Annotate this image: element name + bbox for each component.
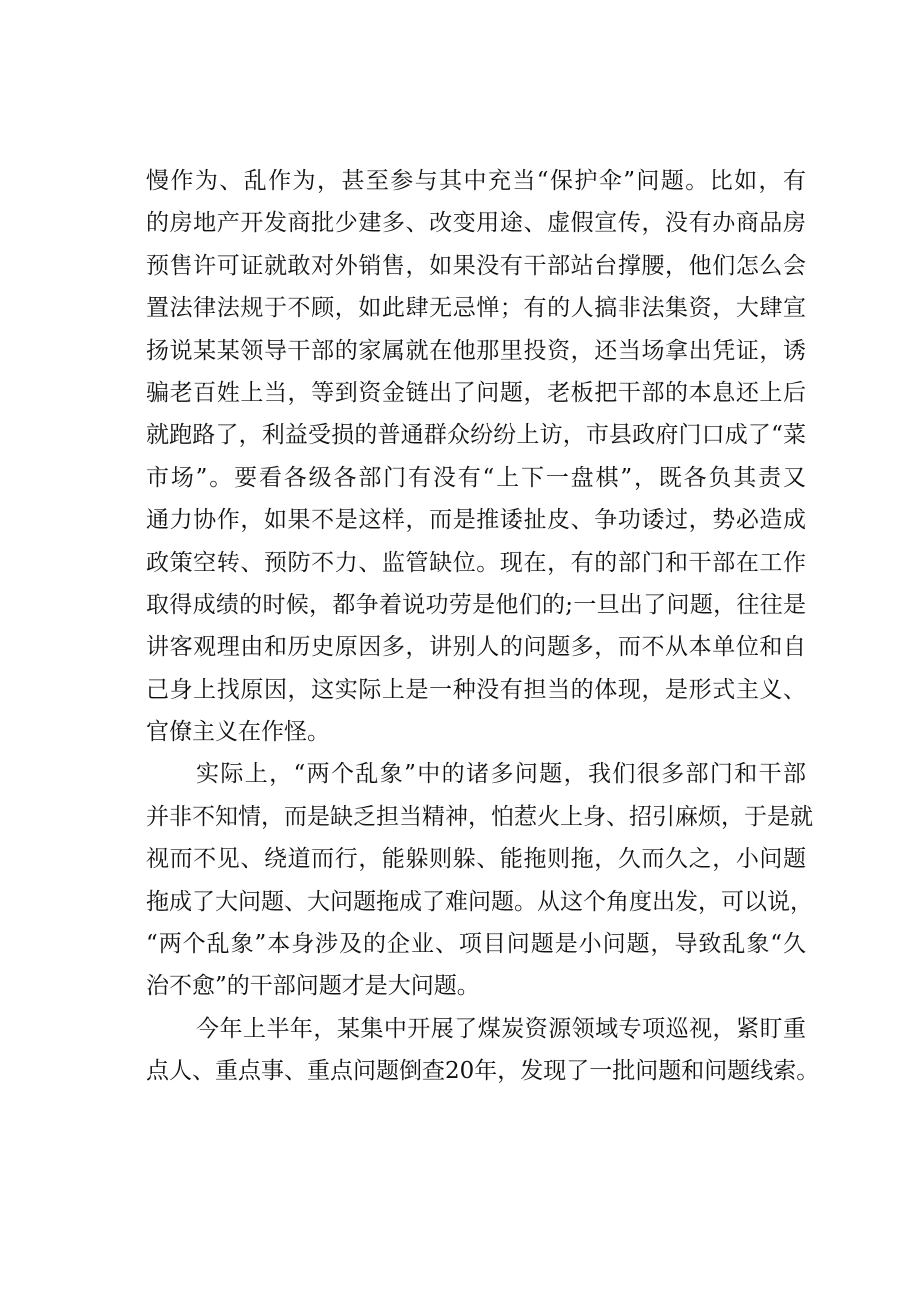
paragraph-1 bbox=[146, 160, 806, 753]
text-line: 今年上半年，某集中开展了煤炭资源领域专项巡视，紧盯重 bbox=[196, 1015, 806, 1042]
text-line: 市场”。要看各级各部门有没有“上下一盘棋”，既各负其责又 bbox=[146, 464, 806, 491]
text-line: 讲客观理由和历史原因多，讲别人的问题多，而不从本单位和自 bbox=[146, 634, 806, 661]
text-line: 扬说某某领导干部的家属就在他那里投资，还当场拿出凭证，诱 bbox=[146, 337, 806, 364]
text-line: 骗老百姓上当，等到资金链出了问题，老板把干部的本息还上后 bbox=[146, 379, 806, 406]
text-line: “两个乱象”本身涉及的企业、项目问题是小问题，导致乱象“久 bbox=[146, 931, 806, 958]
text-line: 就跑路了，利益受损的普通群众纷纷上访，市县政府门口成了“菜 bbox=[146, 422, 806, 449]
text-line: 治不愈”的干部问题才是大问题。 bbox=[146, 973, 480, 1000]
text-line: 预售许可证就敢对外销售，如果没有干部站台撑腰，他们怎么会 bbox=[146, 252, 806, 279]
text-line: 拖成了大问题、大问题拖成了难问题。从这个角度出发，可以说， bbox=[146, 888, 813, 915]
text-line: 己身上找原因，这实际上是一种没有担当的体现，是形式主义、 bbox=[146, 676, 806, 703]
paragraph-2 bbox=[146, 753, 813, 1007]
text-line: 的房地产开发商批少建多、改变用途、虚假宣传，没有办商品房 bbox=[146, 210, 806, 237]
text-line: 慢作为、乱作为，甚至参与其中充当“保护伞”问题。比如，有 bbox=[146, 168, 806, 194]
text-line: 官僚主义在作怪。 bbox=[146, 719, 330, 746]
text-line: 点人、重点事、重点问题倒查20年，发现了一批问题和问题线索。 bbox=[146, 1058, 820, 1085]
paragraph-3 bbox=[146, 1008, 820, 1093]
document-body bbox=[146, 160, 820, 1093]
text-line: 政策空转、预防不力、监管缺位。现在，有的部门和干部在工作 bbox=[146, 549, 806, 576]
text-line: 置法律法规于不顾，如此肆无忌惮；有的人搞非法集资，大肆宣 bbox=[146, 295, 806, 322]
text-line: 取得成绩的时候，都争着说功劳是他们的;一旦出了问题，往往是 bbox=[146, 591, 806, 618]
text-line: 通力协作，如果不是这样，而是推诿扯皮、争功诿过，势必造成 bbox=[146, 507, 806, 534]
text-line: 实际上，“两个乱象”中的诸多问题，我们很多部门和干部 bbox=[196, 761, 806, 788]
text-line: 并非不知情，而是缺乏担当精神，怕惹火上身、招引麻烦，于是就 bbox=[146, 803, 813, 830]
text-line: 视而不见、绕道而行，能躲则躲、能拖则拖，久而久之，小问题 bbox=[146, 846, 806, 873]
